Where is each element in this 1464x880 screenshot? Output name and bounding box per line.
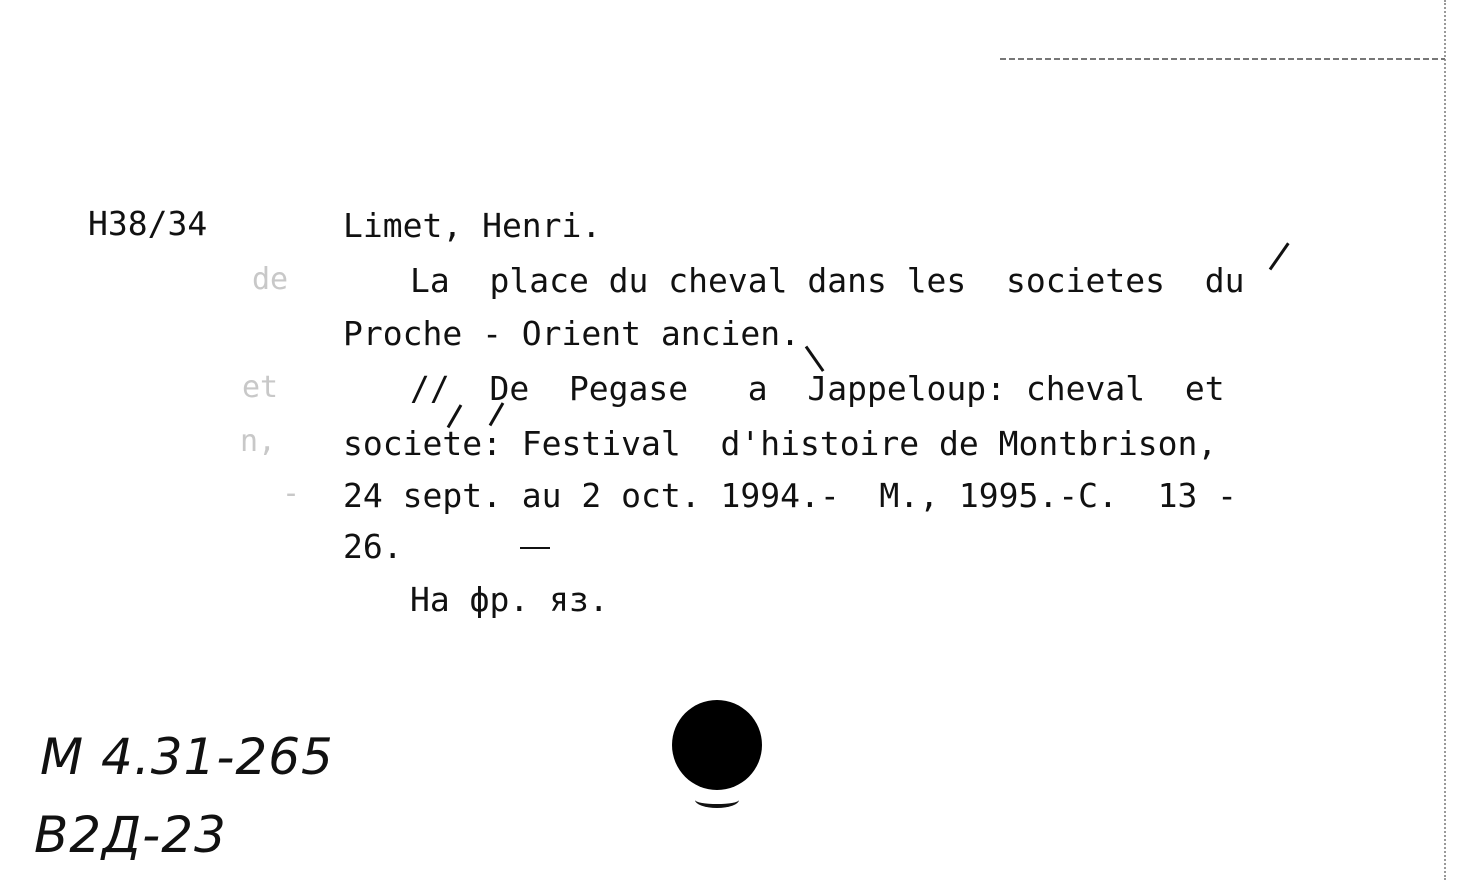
source-line-4: 26. <box>343 527 403 566</box>
scan-artifact-line <box>1000 58 1445 60</box>
ghost-text-1: de <box>252 262 289 297</box>
handwritten-shelf-mark-2: В2Д-23 <box>34 806 227 864</box>
language-note: На фр. яз. <box>410 580 609 619</box>
title-line-1: La place du cheval dans les societes du <box>410 261 1245 300</box>
ghost-text-2: et <box>242 370 279 405</box>
call-number: H38/34 <box>88 204 208 243</box>
handwritten-shelf-mark-1: М 4.31-265 <box>40 728 334 786</box>
source-line-1: // De Pegase a Jappeloup: cheval et <box>410 369 1225 408</box>
accent-mark <box>805 346 825 372</box>
source-line-2: societe: Festival d'histoire de Montbrison, <box>343 424 1218 463</box>
punch-hole-shadow <box>695 792 739 808</box>
dash-mark <box>520 547 550 549</box>
punch-hole <box>672 700 762 790</box>
title-line-2: Proche - Orient ancien. <box>343 314 800 353</box>
accent-mark <box>1269 242 1290 270</box>
source-line-3: 24 sept. au 2 oct. 1994.- M., 1995.-C. 13 - <box>343 476 1238 515</box>
ghost-text-3: n, <box>240 424 277 459</box>
author-heading: Limet, Henri. <box>343 206 602 245</box>
ghost-text-4: - <box>282 476 301 511</box>
card-edge <box>1444 0 1464 880</box>
